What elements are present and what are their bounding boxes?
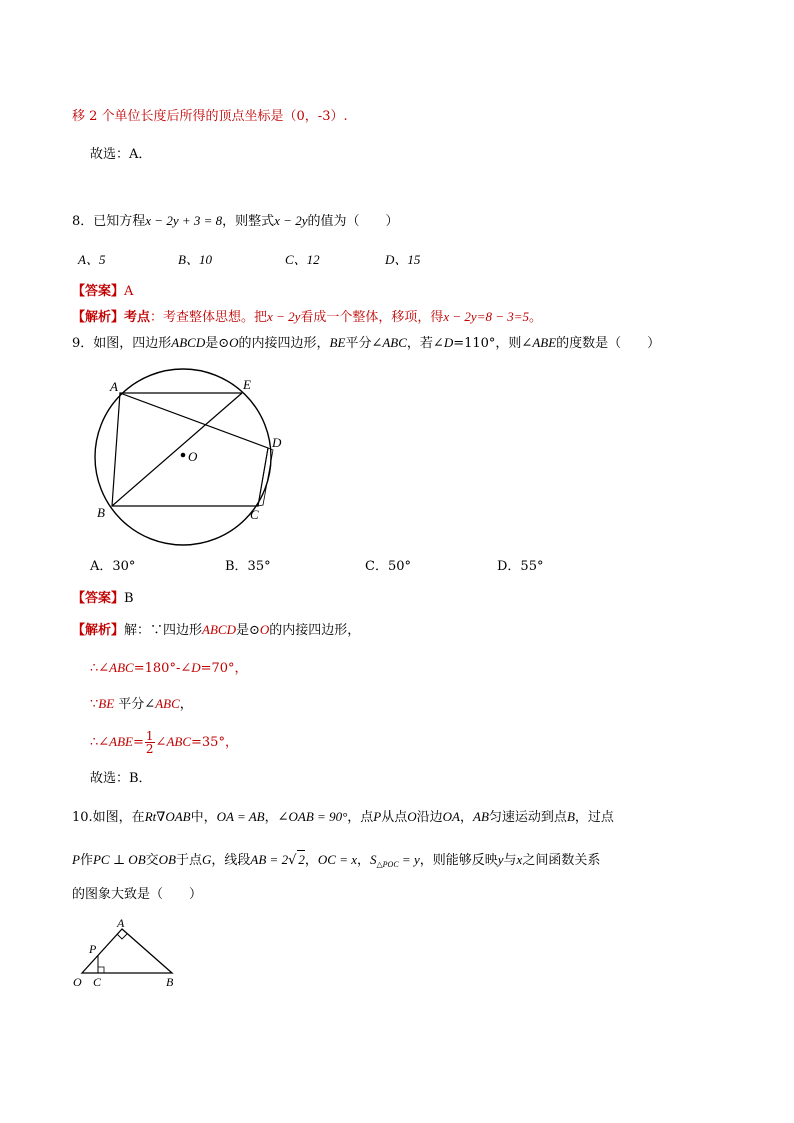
q9-s2a: ∴∠ xyxy=(90,661,110,676)
q10-ah: 与 xyxy=(503,853,517,868)
prev-solution-text: 移 2 个单位长度后所得的顶点坐标是（0，-3）. xyxy=(72,109,348,124)
q10-a: 10.如图，在 xyxy=(72,810,145,825)
answer-tag: 【答案】 xyxy=(72,591,125,606)
q9-s1e: 的内接四边形， xyxy=(269,623,361,638)
q8-equation: x − 2y + 3 = 8 xyxy=(145,213,223,228)
q10-u: 交 xyxy=(145,853,159,868)
q10-n: AB xyxy=(473,809,489,824)
question-9 xyxy=(72,334,660,353)
q10-s: 作 xyxy=(79,853,93,868)
label-c: C xyxy=(93,975,102,989)
q10-ad: S xyxy=(370,852,377,867)
q9-option-c: C．50° xyxy=(365,559,411,574)
q10-af: ，则能够反映 xyxy=(419,853,498,868)
q10-x: G xyxy=(202,852,212,867)
q10-g: ，点 xyxy=(347,810,374,825)
q9-a: 9．如图，四边形 xyxy=(72,336,172,351)
q10-triangle-figure xyxy=(70,915,190,995)
sqrt-two: √ 2 xyxy=(288,852,305,868)
q10-ae: = y xyxy=(398,852,420,867)
q9-m: 的度数是（ ） xyxy=(556,336,661,351)
solution-tag: 【解析】 xyxy=(72,310,125,325)
frac-num: 1 xyxy=(145,729,154,743)
q9-s4f: =35°， xyxy=(191,735,238,750)
q10-i: 从点 xyxy=(381,810,408,825)
q9-h: ABC xyxy=(382,335,407,350)
q9-s1d: O xyxy=(259,622,270,637)
question-10-line-2 xyxy=(72,850,600,874)
q8-sol-d: x − 2y=8 − 3=5 xyxy=(443,309,530,324)
q10-ab: OC = x xyxy=(317,852,357,867)
q9-option-a: A．30° xyxy=(90,559,136,574)
q9-solution-1 xyxy=(72,621,360,640)
q9-s3e: ， xyxy=(179,697,193,712)
q8-solution xyxy=(72,308,542,327)
q8-mid: ，则整式 xyxy=(222,214,275,229)
q9-s3d: ABC xyxy=(155,696,180,711)
q9-s4c: = xyxy=(133,735,144,750)
q9-conclusion xyxy=(90,770,152,788)
q9-option-b: B．35° xyxy=(225,559,271,574)
q9-s2b: ABC xyxy=(109,660,134,675)
q9-s2c: =180°-∠ xyxy=(133,661,192,676)
q9-solution-2 xyxy=(90,659,248,678)
q9-i: ，若∠ xyxy=(406,336,444,351)
right-angle-mark-a xyxy=(117,934,127,939)
q9-s1a: 解：∵四边形 xyxy=(124,623,203,638)
q9-g: 平分∠ xyxy=(345,336,383,351)
q9-s3b: BE xyxy=(98,696,115,711)
q8-sol-c: 看成一个整体，移项，得 xyxy=(300,310,444,325)
q9-s1c: 是⊙ xyxy=(235,623,260,638)
q9-l: ABE xyxy=(532,335,557,350)
q9-conclusion-text: 故选：B． xyxy=(90,771,152,786)
prev-conclusion xyxy=(90,146,151,164)
q10-h: P xyxy=(373,809,382,824)
q8-answer xyxy=(72,283,133,301)
q9-answer-value: B xyxy=(124,591,134,606)
q9-solution-3 xyxy=(90,695,193,714)
frac-den: 2 xyxy=(145,742,154,756)
q10-e: ， xyxy=(264,810,278,825)
q8-sol-e: 。 xyxy=(529,310,543,325)
label-e: E xyxy=(243,377,251,392)
q9-solution-4 xyxy=(90,730,238,755)
q9-b: ABCD xyxy=(171,335,206,350)
q10-m: ， xyxy=(460,810,474,825)
label-b: B xyxy=(166,975,174,989)
q9-circle-figure xyxy=(80,365,290,550)
q10-ag: y xyxy=(497,852,504,867)
q8-option-a: A、5 xyxy=(78,252,106,267)
q10-ac: ， xyxy=(357,853,371,868)
q9-j: D xyxy=(443,335,454,350)
prev-conclusion-text: 故选：A． xyxy=(90,147,152,162)
label-a: A xyxy=(117,916,125,930)
q10-last: 的图象大致是（ ） xyxy=(72,887,203,902)
q10-r: P xyxy=(72,852,80,867)
fraction-one-half xyxy=(145,730,155,755)
q9-s4e: ABC xyxy=(166,734,192,749)
q8-expression: x − 2y xyxy=(274,213,308,228)
q10-t: PC ⊥ OB xyxy=(92,852,146,867)
q8-option-c: C、12 xyxy=(285,252,320,267)
q10-l: OA xyxy=(442,809,461,824)
q9-answer xyxy=(72,590,134,608)
q10-j: O xyxy=(407,809,417,824)
q9-s1b: ABCD xyxy=(202,622,236,637)
q9-option-d: D．55° xyxy=(497,559,544,574)
question-8 xyxy=(72,212,398,231)
q10-ad2: △POC xyxy=(376,860,399,869)
q10-v: OB xyxy=(158,852,176,867)
q9-d: O xyxy=(229,335,239,350)
q10-q: ，过点 xyxy=(574,810,614,825)
q10-k: 沿边 xyxy=(416,810,443,825)
label-p: P xyxy=(89,942,97,956)
solution-tag: 【解析】 xyxy=(72,623,125,638)
q8-keypoint: 考点 xyxy=(124,310,151,325)
q10-f: ∠OAB = 90° xyxy=(277,809,348,824)
label-a: A xyxy=(110,379,118,394)
q9-s4d: ∠ xyxy=(155,735,167,750)
label-b: B xyxy=(97,505,105,520)
q10-aa: ， xyxy=(304,853,318,868)
q10-b: Rt∇OAB xyxy=(144,809,191,824)
q9-s2d: D xyxy=(191,660,201,675)
chord-be xyxy=(112,393,242,506)
q9-s4a: ∴∠ xyxy=(90,735,110,750)
q8-option-b: B、10 xyxy=(178,252,212,267)
q8-sol-b: x − 2y xyxy=(267,309,301,324)
q8-sol-a: ：考查整体思想。把 xyxy=(150,310,268,325)
q8-suffix: 的值为（ ） xyxy=(307,214,399,229)
question-10-line-1 xyxy=(72,808,614,827)
q9-e: 的内接四边形， xyxy=(238,336,330,351)
q10-c: 中， xyxy=(190,810,217,825)
q10-aj: 之间函数关系 xyxy=(522,853,601,868)
q8-answer-value: A xyxy=(124,284,134,299)
label-c: C xyxy=(250,507,259,522)
q9-k: =110°，则∠ xyxy=(453,336,533,351)
q9-f: BE xyxy=(329,335,346,350)
q9-s2e: =70°， xyxy=(200,661,248,676)
q10-d: OA = AB xyxy=(216,809,265,824)
q9-s3c: 平分∠ xyxy=(114,697,156,712)
prev-solution-line xyxy=(72,108,348,126)
q8-prefix: 8．已知方程 xyxy=(72,214,146,229)
answer-tag: 【答案】 xyxy=(72,284,125,299)
label-o: O xyxy=(188,449,198,464)
q8-option-d: D、15 xyxy=(385,252,421,267)
q10-p: B xyxy=(566,809,575,824)
q10-z: AB = 2 xyxy=(250,852,289,867)
center-point-o xyxy=(181,453,186,458)
q10-w: 于点 xyxy=(176,853,203,868)
q10-o: 匀速运动到点 xyxy=(488,810,567,825)
q10-ai: x xyxy=(516,852,523,867)
q10-y: ，线段 xyxy=(211,853,251,868)
sqrt-radicand: 2 xyxy=(298,852,305,867)
label-d: D xyxy=(272,435,282,450)
label-o: O xyxy=(73,975,82,989)
q9-c: 是⊙ xyxy=(205,336,230,351)
question-10-line-3 xyxy=(72,886,202,904)
q9-s3a: ∵ xyxy=(90,697,99,712)
right-angle-mark-c xyxy=(98,967,104,973)
q9-s4b: ABE xyxy=(109,734,133,749)
